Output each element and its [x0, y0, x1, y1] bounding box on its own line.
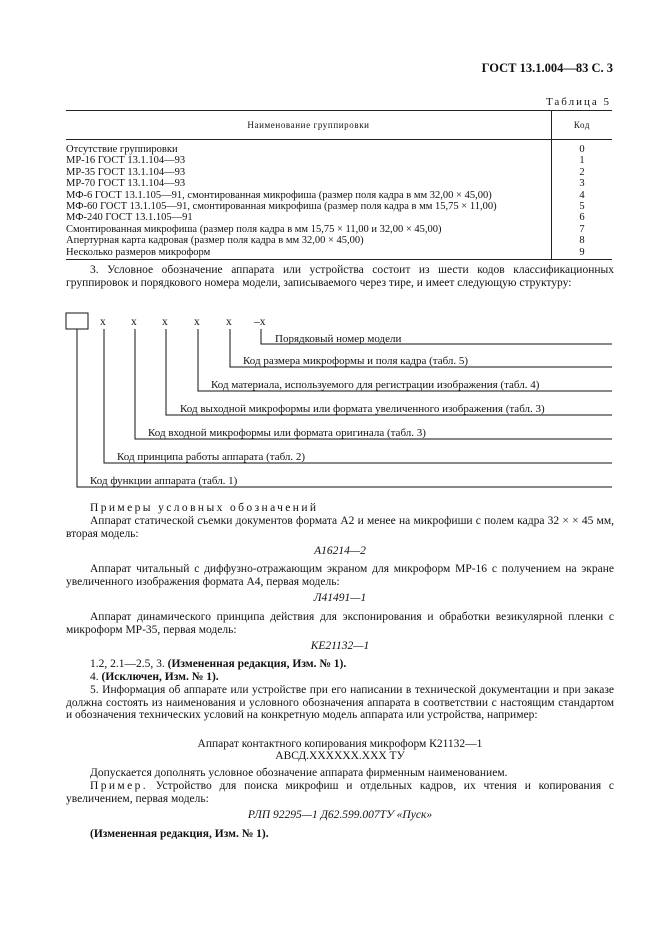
row-code: 1 — [579, 155, 585, 167]
row-name: Отсутствие группировки — [66, 144, 178, 155]
diagram-label-model: Порядковый номер модели — [275, 333, 402, 345]
code-mark: х — [131, 316, 137, 328]
code-mark: х — [162, 316, 168, 328]
note-1 — [90, 658, 346, 670]
leader-line — [104, 329, 612, 463]
row-name: МФ-6 ГОСТ 13.1.105—91, смонтированная микрофиша (размер поля кадра в мм 32,00 × 45,00) — [66, 189, 492, 201]
code-mark: х — [226, 316, 232, 328]
row-name: Несколько размеров микроформ — [66, 246, 211, 258]
example-paragraph — [66, 780, 614, 805]
row-code: 3 — [579, 178, 585, 190]
note-1-ref: 1.2, 2.1—2.5, 3. — [90, 658, 165, 670]
example-text: Устройство для поиска микрофиш и отдельных кадров, их чтения и копирования с увеличением, первая модель: — [66, 780, 615, 805]
function-code-box — [66, 313, 88, 329]
diagram-label-material: Код материала, используемого для регистрации изображения (табл. 4) — [211, 379, 540, 391]
note-4-ref: 4. — [90, 671, 99, 683]
code-mark: х — [194, 316, 200, 328]
row-name: Смонтированная микрофиша (размер поля кадра в мм 15,75 × 11,00 и 32,00 × 45,00) — [66, 223, 442, 235]
example-label: Пример. — [90, 780, 149, 792]
diagram-label-function: Код функции аппарата (табл. 1) — [90, 475, 238, 487]
row-name: МР-70 ГОСТ 13.1.104—93 — [66, 178, 186, 190]
diagram-label-principle: Код принципа работы аппарата (табл. 2) — [117, 451, 306, 463]
row-code: 4 — [579, 189, 585, 201]
diagram-label-input: Код входной микроформы или формата оригинала (табл. 3) — [148, 427, 426, 439]
code-mark: –х — [254, 316, 266, 328]
row-code: 5 — [579, 201, 585, 213]
example-3-text: Аппарат динамического принципа действия для экспонирования и обработки везикулярной пленки с микроформ МР-35, первая модель: — [66, 611, 614, 636]
section-5-text: 5. Информация об аппарате или устройстве при его написании в технической документации и при заказе должна состоять из наименования и условного обозначения аппарата в соответствии с настоящим стандартом и обозначения технических условий на конкретную модель аппарата или устройства, например: — [66, 684, 614, 722]
row-name: МР-35 ГОСТ 13.1.104—93 — [66, 166, 186, 178]
allowed-text: Допускается дополнять условное обозначение аппарата фирменным наименованием. — [90, 767, 508, 779]
final-note: (Измененная редакция, Изм. № 1). — [90, 828, 269, 840]
row-code: 0 — [579, 144, 585, 155]
example-name-line: Аппарат контактного копирования микроформ К21132—1 — [197, 738, 483, 750]
row-code: 9 — [579, 246, 585, 258]
row-code: 8 — [579, 235, 585, 247]
examples-heading: Примеры условных обозначений — [90, 502, 319, 514]
example-tu-line: АВСД.ХХХХХХ.ХХХ ТУ — [275, 750, 405, 762]
row-name: МФ-240 ГОСТ 13.1.105—91 — [66, 212, 193, 224]
row-code: 2 — [579, 166, 585, 178]
section-3-text: 3. Условное обозначение аппарата или устройства состоит из шести кодов классификационных группировок и порядкового номера модели, записываемого через тире, и имеет следующую структуру: — [66, 264, 614, 289]
note-4-status: (Исключен, Изм. № 1). — [101, 671, 219, 683]
example-2-text: Аппарат читальный с диффузно-отражающим экраном для микроформ МР-16 с получением на экране увеличенного изображения формата А4, первая модель: — [66, 563, 614, 588]
row-name: МФ-60 ГОСТ 13.1.105—91, смонтированная микрофиша (размер поля кадра в мм 15,75 × 11,00) — [66, 201, 497, 213]
diagram-label-output: Код выходной микроформы или формата увеличенного изображения (табл. 3) — [180, 403, 545, 415]
example-1-text: Аппарат статической съемки документов формата А2 и менее на микрофиши с полем кадра 32 × × 45 мм, вторая модель: — [66, 515, 614, 540]
row-name: МР-16 ГОСТ 13.1.104—93 — [66, 155, 186, 167]
diagram-label-size: Код размера микроформы и поля кадра (табл. 5) — [243, 355, 469, 367]
note-4 — [90, 671, 219, 683]
example-1-code: А16214—2 — [314, 545, 366, 557]
code-mark: х — [100, 316, 106, 328]
row-name: Апертурная карта кадровая (размер поля кадра в мм 32,00 × 45,00) — [66, 235, 364, 247]
page-header: ГОСТ 13.1.004—83 С. 3 — [481, 61, 613, 75]
note-1-status: (Измененная редакция, Изм. № 1). — [167, 658, 347, 670]
example-code: РЛП 92295—1 Д62.599.007ТУ «Пуск» — [247, 809, 433, 821]
table-header-name: Наименование группировки — [66, 111, 552, 140]
example-3-code: КЕ21132—1 — [310, 640, 370, 652]
table-caption: Таблица 5 — [545, 96, 611, 108]
row-code: 7 — [579, 223, 585, 235]
example-2-code: Л41491—1 — [313, 592, 367, 604]
row-code: 6 — [579, 212, 585, 224]
table-header-code: Код — [552, 111, 613, 140]
